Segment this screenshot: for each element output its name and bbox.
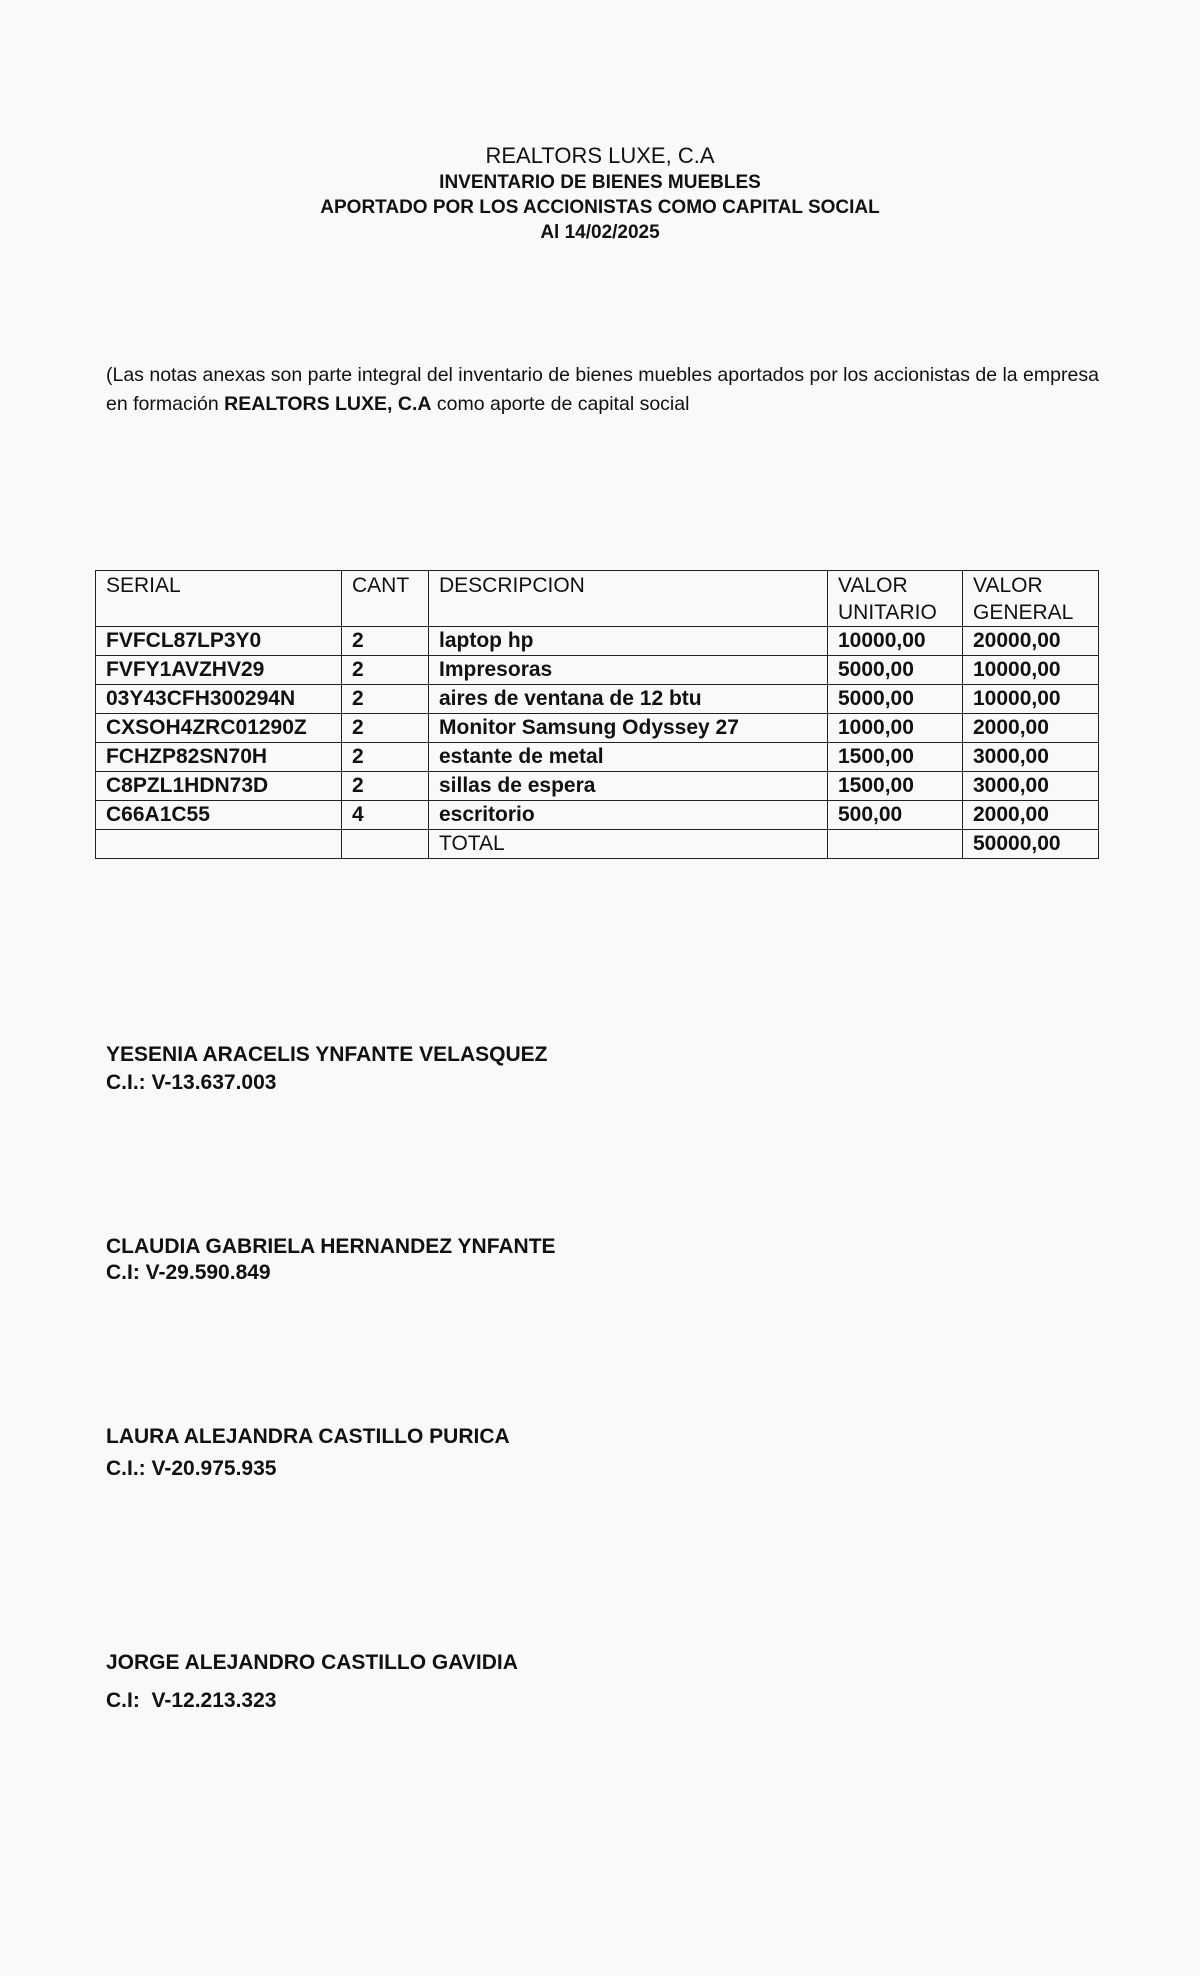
document-header [0,142,1200,245]
cell-cant: 4 [342,801,429,830]
signer-ci: C.I: V-12.213.323 [106,1689,277,1712]
cell-descripcion: aires de ventana de 12 btu [429,685,828,714]
header-valor-general-line1: VALOR [973,574,1043,597]
cell-valor-general: 10000,00 [963,656,1099,685]
table-row [96,627,1099,656]
cell-valor-general: 3000,00 [963,743,1099,772]
signer-block [106,1042,547,1096]
cell-cant: 2 [342,772,429,801]
signer-ci: C.I: V-29.590.849 [106,1261,271,1284]
cell-valor-unitario: 10000,00 [828,627,963,656]
table-total-row [96,830,1099,859]
signer-name: CLAUDIA GABRIELA HERNANDEZ YNFANTE [106,1235,556,1258]
cell-descripcion: laptop hp [429,627,828,656]
header-valor-general-line2: GENERAL [973,601,1074,624]
cell-valor-general: 10000,00 [963,685,1099,714]
cell-descripcion: Monitor Samsung Odyssey 27 [429,714,828,743]
cell-cant: 2 [342,743,429,772]
table-row [96,714,1099,743]
cell-valor-general: 20000,00 [963,627,1099,656]
document-date: Al 14/02/2025 [540,222,660,243]
header-valor-unitario [828,571,963,627]
cell-valor-unitario: 5000,00 [828,685,963,714]
total-label: TOTAL [429,830,828,859]
cell-empty [828,830,963,859]
header-serial: SERIAL [96,571,342,627]
header-cant: CANT [342,571,429,627]
header-descripcion: DESCRIPCION [429,571,828,627]
table-row [96,772,1099,801]
total-value: 50000,00 [963,830,1099,859]
note-text-1: (Las notas anexas son parte integral del inventario de bienes muebles aportados por los accionistas de la empresa en formación [106,364,1099,415]
cell-serial: CXSOH4ZRC01290Z [96,714,342,743]
cell-descripcion: estante de metal [429,743,828,772]
table-row [96,656,1099,685]
cell-serial: FVFY1AVZHV29 [96,656,342,685]
cell-descripcion: sillas de espera [429,772,828,801]
signer-name: LAURA ALEJANDRA CASTILLO PURICA [106,1425,510,1448]
signer-block [106,1650,518,1714]
cell-cant: 2 [342,627,429,656]
document-subtitle: APORTADO POR LOS ACCIONISTAS COMO CAPITAL SOCIAL [320,197,880,218]
table-row [96,743,1099,772]
table-header-row [96,571,1099,627]
signer-name: JORGE ALEJANDRO CASTILLO GAVIDIA [106,1651,518,1674]
cell-serial: FVFCL87LP3Y0 [96,627,342,656]
cell-valor-unitario: 5000,00 [828,656,963,685]
header-valor-general [963,571,1099,627]
signer-block [106,1424,510,1482]
document-title: INVENTARIO DE BIENES MUEBLES [439,172,761,193]
cell-valor-unitario: 1500,00 [828,772,963,801]
annex-note [106,361,1106,419]
cell-cant: 2 [342,685,429,714]
header-valor-unitario-line1: VALOR [838,574,908,597]
cell-valor-general: 3000,00 [963,772,1099,801]
cell-valor-unitario: 1000,00 [828,714,963,743]
cell-serial: C8PZL1HDN73D [96,772,342,801]
cell-serial: 03Y43CFH300294N [96,685,342,714]
signer-name: YESENIA ARACELIS YNFANTE VELASQUEZ [106,1043,548,1066]
header-valor-unitario-line2: UNITARIO [838,601,937,624]
cell-empty [96,830,342,859]
company-name: REALTORS LUXE, C.A [485,143,715,168]
note-text-2: como aporte de capital social [431,393,690,415]
cell-cant: 2 [342,656,429,685]
signer-ci: C.I.: V-20.975.935 [106,1457,277,1480]
cell-valor-general: 2000,00 [963,801,1099,830]
cell-descripcion: Impresoras [429,656,828,685]
cell-valor-unitario: 1500,00 [828,743,963,772]
cell-empty [342,830,429,859]
note-company-name: REALTORS LUXE, C.A [224,393,432,415]
inventory-table [95,570,1099,859]
table-row [96,685,1099,714]
signer-block [106,1234,556,1286]
signer-ci: C.I.: V-13.637.003 [106,1071,277,1094]
cell-descripcion: escritorio [429,801,828,830]
cell-serial: FCHZP82SN70H [96,743,342,772]
cell-valor-unitario: 500,00 [828,801,963,830]
cell-cant: 2 [342,714,429,743]
cell-serial: C66A1C55 [96,801,342,830]
cell-valor-general: 2000,00 [963,714,1099,743]
table-row [96,801,1099,830]
